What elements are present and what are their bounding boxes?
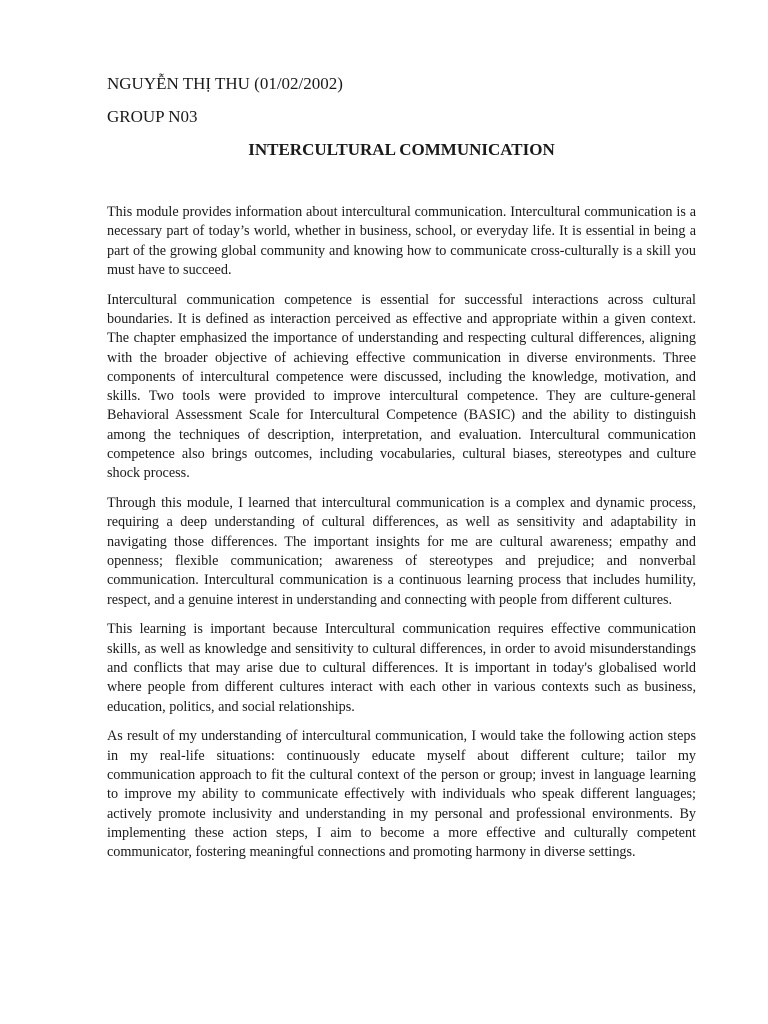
- group-label: GROUP N03: [107, 107, 198, 126]
- paragraph-action-steps: As result of my understanding of intercultural communication, I would take the following action steps in my real-life situations: continuously educate myself about different culture; tailor my communication approach to fit the cultural context of the person or group; invest in language learning to improve my ability to communicate effectively with individuals who speak different languages; actively promote inclusivity and understanding in my personal and professional environments. By implementing these action steps, I aim to become a more effective and culturally competent communicator, fostering meaningful connections and promoting harmony in diverse settings.: [107, 728, 696, 861]
- paragraph-importance: This learning is important because Intercultural communication requires effective communication skills, as well as knowledge and sensitivity to cultural differences, in order to avoid misunderstandings and conflicts that may arise due to cultural differences. It is important in today's globalised world where people from different cultures interact with each other in various contexts such as business, education, politics, and social relationships.: [107, 621, 696, 715]
- paragraph-competence: Intercultural communication competence is essential for successful interactions across cultural boundaries. It is defined as interaction perceived as effective and appropriate within a given context. The chapter emphasized the importance of understanding and respecting cultural differences, aligning with the broader objective of achieving effective communication in diverse environments. Three components of intercultural competence were discussed, including the knowledge, motivation, and skills. Two tools were provided to improve intercultural competence. They are culture-general Behavioral Assessment Scale for Intercultural Competence (BASIC) and the ability to distinguish among the techniques of description, interpretation, and evaluation. Intercultural communication competence also brings outcomes, including vocabularies, cultural biases, stereotypes and culture shock process.: [107, 291, 696, 482]
- paragraph-learnings: Through this module, I learned that intercultural communication is a complex and dynamic process, requiring a deep understanding of cultural differences, as well as sensitivity and adaptability in navigating those differences. The important insights for me are cultural awareness; empathy and openness; flexible communication; awareness of stereotypes and prejudice; and nonverbal communication. Intercultural communication is a continuous learning process that includes humility, respect, and a genuine interest in understanding and connecting with people from different cultures.: [107, 495, 696, 608]
- author-name-date: NGUYỄN THỊ THU (01/02/2002): [107, 74, 343, 93]
- document-body: [107, 203, 696, 873]
- paragraph-intro: This module provides information about intercultural communication. Intercultural communication is a necessary part of today’s world, whether in business, school, or everyday life. It is essential in being a part of the growing global community and knowing how to communicate cross-culturally is a skill you must have to succeed.: [107, 204, 696, 278]
- document-title: INTERCULTURAL COMMUNICATION: [248, 140, 555, 159]
